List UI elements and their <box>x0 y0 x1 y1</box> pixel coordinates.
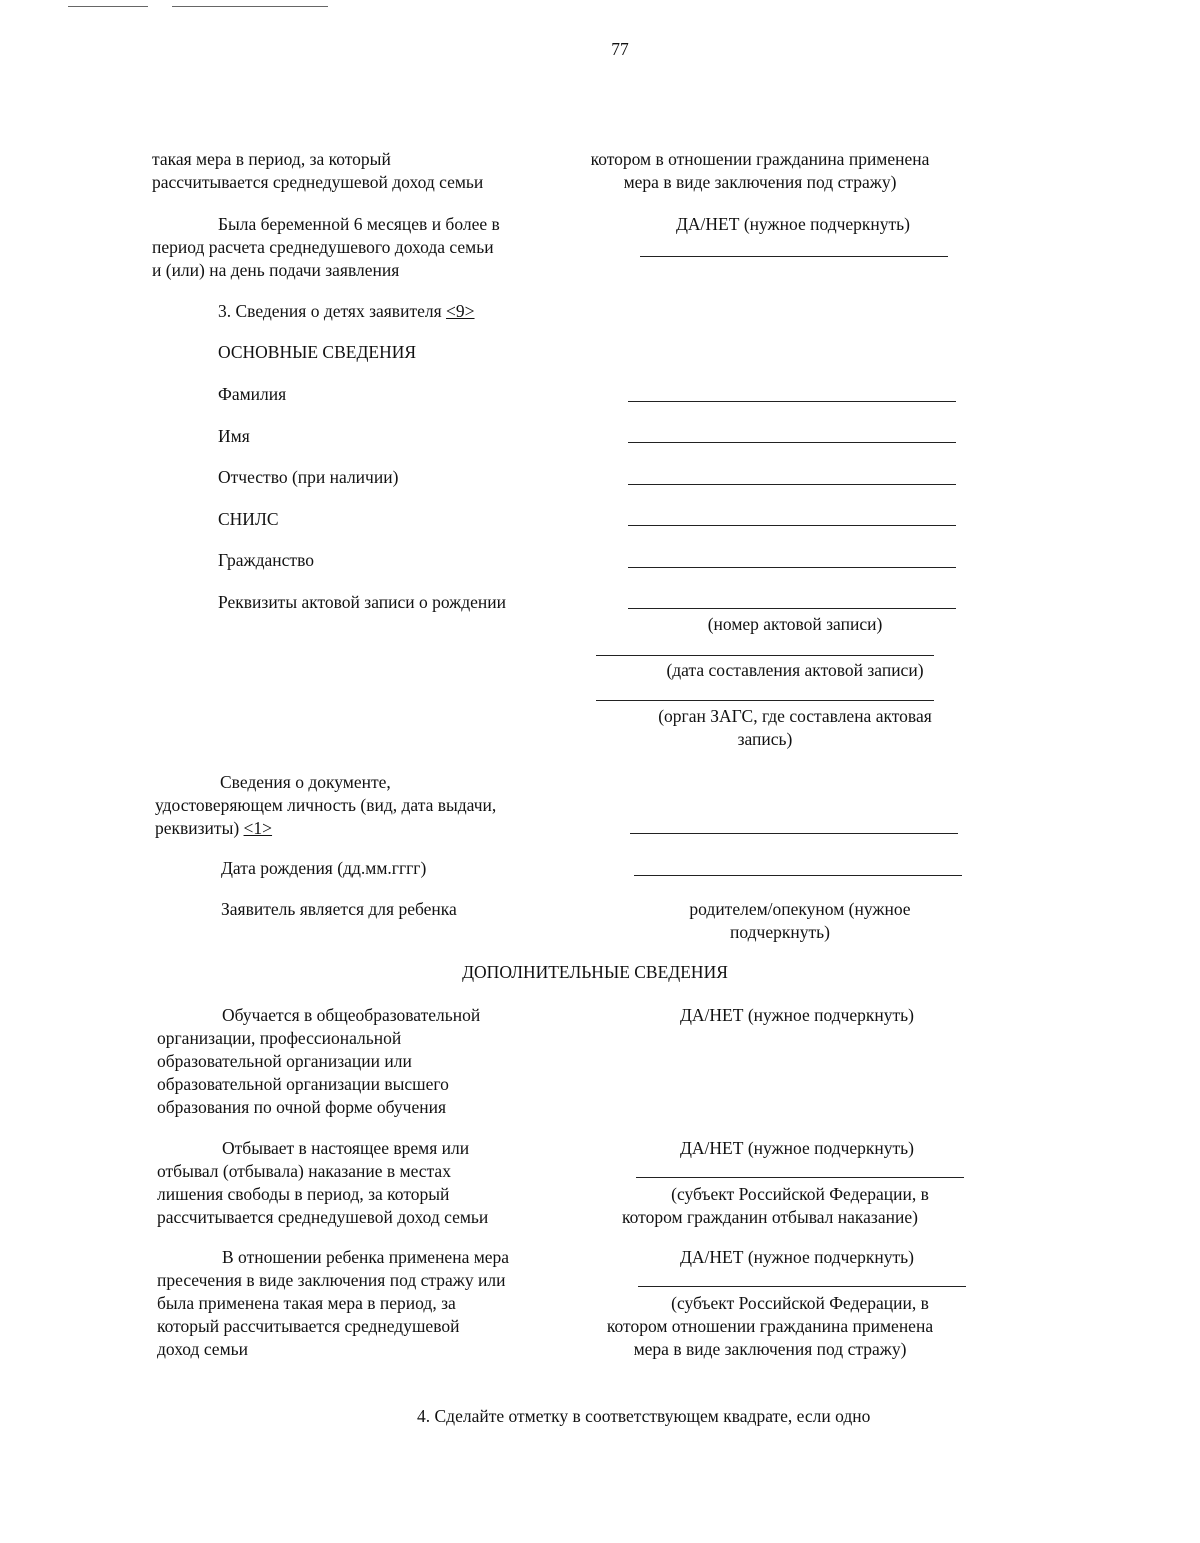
record-date-field[interactable] <box>596 655 934 656</box>
custody-label-5: доход семьи <box>157 1339 248 1359</box>
top-left-line-2: рассчитывается среднедушевой доход семьи <box>152 172 484 192</box>
identity-doc-label-1: Сведения о документе, <box>220 772 391 792</box>
scan-artifact-line <box>68 6 148 7</box>
top-right-line-1: котором в отношении гражданина применена <box>590 149 930 169</box>
study-label-2: организации, профессиональной <box>157 1028 402 1048</box>
custody-answer[interactable]: ДА/НЕТ (нужное подчеркнуть) <box>679 1247 914 1267</box>
study-label-4: образовательной организации высшего <box>157 1074 449 1094</box>
identity-doc-field[interactable] <box>630 833 958 834</box>
top-right-line-2: мера в виде заключения под стражу) <box>623 172 897 192</box>
surname-field[interactable] <box>628 401 956 402</box>
patronymic-label: Отчество (при наличии) <box>218 467 399 487</box>
footnote-ref-9[interactable]: <9> <box>446 301 475 321</box>
birth-record-label: Реквизиты актовой записи о рождении <box>218 592 507 612</box>
study-answer[interactable]: ДА/НЕТ (нужное подчеркнуть) <box>679 1005 914 1025</box>
custody-label-1: В отношении ребенка применена мера <box>222 1247 510 1267</box>
surname-label: Фамилия <box>218 384 287 404</box>
custody-note-2: котором отношении гражданина применена <box>606 1316 934 1336</box>
name-label: Имя <box>218 426 250 446</box>
prison-label-2: отбывал (отбывала) наказание в местах <box>157 1161 451 1181</box>
basic-info-heading: ОСНОВНЫЕ СВЕДЕНИЯ <box>218 342 417 362</box>
citizenship-label: Гражданство <box>218 550 314 570</box>
record-number-caption: (номер актовой записи) <box>707 614 883 634</box>
pregnant-label-3: и (или) на день подачи заявления <box>152 260 400 280</box>
name-field[interactable] <box>628 442 956 443</box>
prison-answer[interactable]: ДА/НЕТ (нужное подчеркнуть) <box>679 1138 914 1158</box>
birth-date-field[interactable] <box>634 875 962 876</box>
identity-doc-label-3: реквизиты) <1> <box>155 818 273 838</box>
prison-region-field[interactable] <box>636 1177 964 1178</box>
pregnant-answer: ДА/НЕТ (нужное подчеркнуть) <box>675 214 910 234</box>
applicant-is-label: Заявитель является для ребенка <box>221 899 457 919</box>
registry-office-caption-2: запись) <box>737 729 793 749</box>
prison-label-4: рассчитывается среднедушевой доход семьи <box>157 1207 489 1227</box>
additional-info-heading: ДОПОЛНИТЕЛЬНЫЕ СВЕДЕНИЯ <box>462 962 728 982</box>
custody-label-2: пресечения в виде заключения под стражу или <box>157 1270 506 1290</box>
snils-label: СНИЛС <box>218 509 279 529</box>
snils-field[interactable] <box>628 525 956 526</box>
prison-note-1: (субъект Российской Федерации, в <box>671 1184 929 1204</box>
prison-note-2: котором гражданин отбывал наказание) <box>622 1207 918 1227</box>
study-label-1: Обучается в общеобразовательной <box>222 1005 481 1025</box>
footnote-ref-1[interactable]: <1> <box>243 818 273 838</box>
pregnant-label-1: Была беременной 6 месяцев и более в <box>218 214 500 234</box>
study-label-5: образования по очной форме обучения <box>157 1097 447 1117</box>
prison-label-3: лишения свободы в период, за который <box>157 1184 450 1204</box>
custody-label-3: была применена такая мера в период, за <box>157 1293 456 1313</box>
pregnant-label-2: период расчета среднедушевого дохода семьи <box>152 237 494 257</box>
record-number-field[interactable] <box>628 608 956 609</box>
pregnant-answer-line[interactable] <box>640 256 948 257</box>
custody-note-1: (субъект Российской Федерации, в <box>671 1293 929 1313</box>
page-number: 77 <box>611 39 629 59</box>
patronymic-field[interactable] <box>628 484 956 485</box>
registry-office-field[interactable] <box>596 700 934 701</box>
applicant-role-1[interactable]: родителем/опекуном (нужное <box>689 899 911 919</box>
registry-office-caption-1: (орган ЗАГС, где составлена актовая <box>658 706 932 726</box>
prison-label-1: Отбывает в настоящее время или <box>222 1138 470 1158</box>
birth-date-label: Дата рождения (дд.мм.гггг) <box>221 858 427 878</box>
custody-note-3: мера в виде заключения под стражу) <box>633 1339 907 1359</box>
section3-heading: 3. Сведения о детях заявителя <9> <box>218 301 475 321</box>
section4-text: 4. Сделайте отметку в соответствующем квадрате, если одно <box>417 1406 871 1426</box>
scan-artifact-line <box>172 6 328 7</box>
applicant-role-2: подчеркнуть) <box>730 922 830 942</box>
identity-doc-label-2: удостоверяющем личность (вид, дата выдачи, <box>155 795 497 815</box>
record-date-caption: (дата составления актовой записи) <box>666 660 924 680</box>
top-left-line-1: такая мера в период, за который <box>152 149 391 169</box>
custody-region-field[interactable] <box>638 1286 966 1287</box>
custody-label-4: который рассчитывается среднедушевой <box>157 1316 460 1336</box>
study-label-3: образовательной организации или <box>157 1051 412 1071</box>
citizenship-field[interactable] <box>628 567 956 568</box>
